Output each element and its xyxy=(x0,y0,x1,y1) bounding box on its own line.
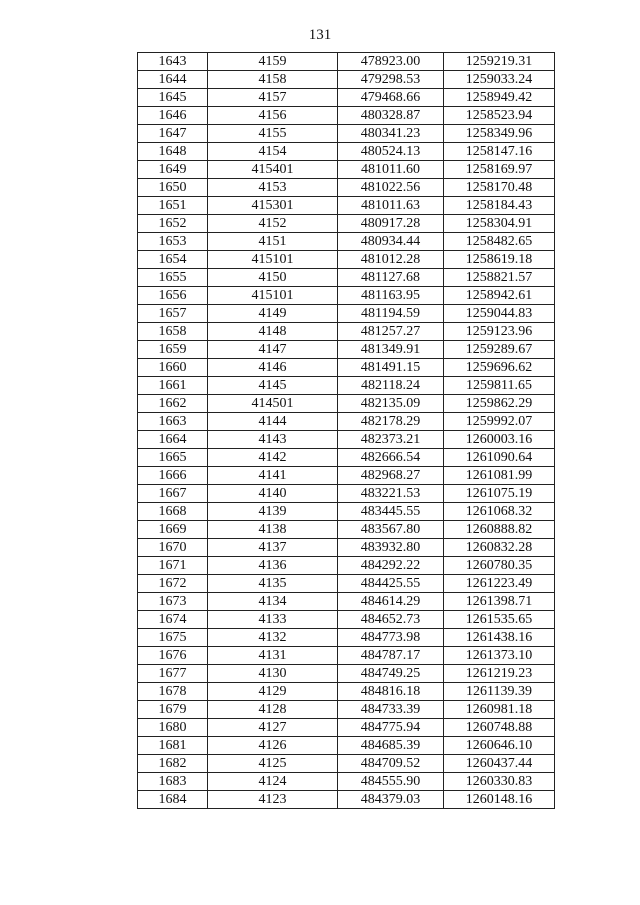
coordinates-table-body xyxy=(138,53,555,809)
row-number-cell: 1674 xyxy=(138,611,208,629)
point-id-cell: 415101 xyxy=(208,251,338,269)
point-id-cell: 415101 xyxy=(208,287,338,305)
x-coordinate-cell: 481349.91 xyxy=(338,341,444,359)
point-id-cell: 4152 xyxy=(208,215,338,233)
table-row xyxy=(138,611,555,629)
row-number-cell: 1653 xyxy=(138,233,208,251)
point-id-cell: 4131 xyxy=(208,647,338,665)
row-number-cell: 1678 xyxy=(138,683,208,701)
point-id-cell: 414501 xyxy=(208,395,338,413)
x-coordinate-cell: 484614.29 xyxy=(338,593,444,611)
row-number-cell: 1684 xyxy=(138,791,208,809)
x-coordinate-cell: 484787.17 xyxy=(338,647,444,665)
y-coordinate-cell: 1258949.42 xyxy=(444,89,555,107)
table-row xyxy=(138,359,555,377)
table-row xyxy=(138,233,555,251)
row-number-cell: 1655 xyxy=(138,269,208,287)
x-coordinate-cell: 484733.39 xyxy=(338,701,444,719)
point-id-cell: 4146 xyxy=(208,359,338,377)
point-id-cell: 4128 xyxy=(208,701,338,719)
y-coordinate-cell: 1259033.24 xyxy=(444,71,555,89)
table-row xyxy=(138,287,555,305)
x-coordinate-cell: 482666.54 xyxy=(338,449,444,467)
row-number-cell: 1651 xyxy=(138,197,208,215)
y-coordinate-cell: 1260646.10 xyxy=(444,737,555,755)
row-number-cell: 1670 xyxy=(138,539,208,557)
table-row xyxy=(138,683,555,701)
y-coordinate-cell: 1258482.65 xyxy=(444,233,555,251)
row-number-cell: 1652 xyxy=(138,215,208,233)
table-row xyxy=(138,701,555,719)
point-id-cell: 415301 xyxy=(208,197,338,215)
x-coordinate-cell: 482118.24 xyxy=(338,377,444,395)
y-coordinate-cell: 1258821.57 xyxy=(444,269,555,287)
y-coordinate-cell: 1259811.65 xyxy=(444,377,555,395)
table-row xyxy=(138,467,555,485)
point-id-cell: 4124 xyxy=(208,773,338,791)
y-coordinate-cell: 1260437.44 xyxy=(444,755,555,773)
row-number-cell: 1662 xyxy=(138,395,208,413)
table-row xyxy=(138,665,555,683)
y-coordinate-cell: 1261535.65 xyxy=(444,611,555,629)
point-id-cell: 4150 xyxy=(208,269,338,287)
table-row xyxy=(138,125,555,143)
x-coordinate-cell: 481011.60 xyxy=(338,161,444,179)
row-number-cell: 1648 xyxy=(138,143,208,161)
x-coordinate-cell: 479468.66 xyxy=(338,89,444,107)
y-coordinate-cell: 1261139.39 xyxy=(444,683,555,701)
row-number-cell: 1675 xyxy=(138,629,208,647)
point-id-cell: 4156 xyxy=(208,107,338,125)
x-coordinate-cell: 481491.15 xyxy=(338,359,444,377)
point-id-cell: 4157 xyxy=(208,89,338,107)
point-id-cell: 4143 xyxy=(208,431,338,449)
y-coordinate-cell: 1260780.35 xyxy=(444,557,555,575)
table-row xyxy=(138,269,555,287)
table-row xyxy=(138,593,555,611)
x-coordinate-cell: 481127.68 xyxy=(338,269,444,287)
table-row xyxy=(138,89,555,107)
y-coordinate-cell: 1261219.23 xyxy=(444,665,555,683)
row-number-cell: 1647 xyxy=(138,125,208,143)
x-coordinate-cell: 484685.39 xyxy=(338,737,444,755)
x-coordinate-cell: 481163.95 xyxy=(338,287,444,305)
point-id-cell: 4149 xyxy=(208,305,338,323)
x-coordinate-cell: 480524.13 xyxy=(338,143,444,161)
point-id-cell: 4132 xyxy=(208,629,338,647)
row-number-cell: 1656 xyxy=(138,287,208,305)
x-coordinate-cell: 484775.94 xyxy=(338,719,444,737)
y-coordinate-cell: 1258619.18 xyxy=(444,251,555,269)
table-row xyxy=(138,215,555,233)
table-row xyxy=(138,305,555,323)
row-number-cell: 1658 xyxy=(138,323,208,341)
table-row xyxy=(138,323,555,341)
x-coordinate-cell: 484379.03 xyxy=(338,791,444,809)
y-coordinate-cell: 1259044.83 xyxy=(444,305,555,323)
x-coordinate-cell: 484709.52 xyxy=(338,755,444,773)
x-coordinate-cell: 482135.09 xyxy=(338,395,444,413)
y-coordinate-cell: 1258523.94 xyxy=(444,107,555,125)
y-coordinate-cell: 1261081.99 xyxy=(444,467,555,485)
x-coordinate-cell: 481194.59 xyxy=(338,305,444,323)
table-row xyxy=(138,557,555,575)
table-row xyxy=(138,53,555,71)
point-id-cell: 4144 xyxy=(208,413,338,431)
point-id-cell: 4154 xyxy=(208,143,338,161)
table-row xyxy=(138,161,555,179)
y-coordinate-cell: 1259992.07 xyxy=(444,413,555,431)
row-number-cell: 1657 xyxy=(138,305,208,323)
row-number-cell: 1664 xyxy=(138,431,208,449)
y-coordinate-cell: 1259862.29 xyxy=(444,395,555,413)
point-id-cell: 4159 xyxy=(208,53,338,71)
x-coordinate-cell: 483445.55 xyxy=(338,503,444,521)
table-row xyxy=(138,413,555,431)
x-coordinate-cell: 479298.53 xyxy=(338,71,444,89)
row-number-cell: 1677 xyxy=(138,665,208,683)
y-coordinate-cell: 1260888.82 xyxy=(444,521,555,539)
row-number-cell: 1661 xyxy=(138,377,208,395)
y-coordinate-cell: 1259696.62 xyxy=(444,359,555,377)
table-row xyxy=(138,647,555,665)
row-number-cell: 1654 xyxy=(138,251,208,269)
row-number-cell: 1682 xyxy=(138,755,208,773)
x-coordinate-cell: 484425.55 xyxy=(338,575,444,593)
point-id-cell: 4134 xyxy=(208,593,338,611)
row-number-cell: 1680 xyxy=(138,719,208,737)
x-coordinate-cell: 482178.29 xyxy=(338,413,444,431)
point-id-cell: 4147 xyxy=(208,341,338,359)
x-coordinate-cell: 480328.87 xyxy=(338,107,444,125)
point-id-cell: 4151 xyxy=(208,233,338,251)
table-row xyxy=(138,449,555,467)
row-number-cell: 1672 xyxy=(138,575,208,593)
table-row xyxy=(138,197,555,215)
y-coordinate-cell: 1258170.48 xyxy=(444,179,555,197)
y-coordinate-cell: 1261438.16 xyxy=(444,629,555,647)
point-id-cell: 4136 xyxy=(208,557,338,575)
row-number-cell: 1644 xyxy=(138,71,208,89)
x-coordinate-cell: 482968.27 xyxy=(338,467,444,485)
table-row xyxy=(138,179,555,197)
row-number-cell: 1643 xyxy=(138,53,208,71)
point-id-cell: 4155 xyxy=(208,125,338,143)
y-coordinate-cell: 1259289.67 xyxy=(444,341,555,359)
row-number-cell: 1671 xyxy=(138,557,208,575)
table-row xyxy=(138,521,555,539)
row-number-cell: 1646 xyxy=(138,107,208,125)
table-row xyxy=(138,71,555,89)
row-number-cell: 1673 xyxy=(138,593,208,611)
y-coordinate-cell: 1261075.19 xyxy=(444,485,555,503)
table-row xyxy=(138,251,555,269)
point-id-cell: 4127 xyxy=(208,719,338,737)
y-coordinate-cell: 1261373.10 xyxy=(444,647,555,665)
table-row xyxy=(138,485,555,503)
y-coordinate-cell: 1258942.61 xyxy=(444,287,555,305)
table-row xyxy=(138,719,555,737)
point-id-cell: 4137 xyxy=(208,539,338,557)
row-number-cell: 1679 xyxy=(138,701,208,719)
point-id-cell: 4123 xyxy=(208,791,338,809)
y-coordinate-cell: 1259123.96 xyxy=(444,323,555,341)
row-number-cell: 1660 xyxy=(138,359,208,377)
y-coordinate-cell: 1261090.64 xyxy=(444,449,555,467)
x-coordinate-cell: 481012.28 xyxy=(338,251,444,269)
y-coordinate-cell: 1260832.28 xyxy=(444,539,555,557)
x-coordinate-cell: 478923.00 xyxy=(338,53,444,71)
y-coordinate-cell: 1261398.71 xyxy=(444,593,555,611)
y-coordinate-cell: 1258184.43 xyxy=(444,197,555,215)
table-row xyxy=(138,773,555,791)
point-id-cell: 4153 xyxy=(208,179,338,197)
x-coordinate-cell: 484292.22 xyxy=(338,557,444,575)
row-number-cell: 1665 xyxy=(138,449,208,467)
y-coordinate-cell: 1260148.16 xyxy=(444,791,555,809)
x-coordinate-cell: 483567.80 xyxy=(338,521,444,539)
point-id-cell: 415401 xyxy=(208,161,338,179)
point-id-cell: 4145 xyxy=(208,377,338,395)
table-row xyxy=(138,431,555,449)
y-coordinate-cell: 1259219.31 xyxy=(444,53,555,71)
y-coordinate-cell: 1260330.83 xyxy=(444,773,555,791)
row-number-cell: 1666 xyxy=(138,467,208,485)
x-coordinate-cell: 484749.25 xyxy=(338,665,444,683)
table-row xyxy=(138,575,555,593)
row-number-cell: 1667 xyxy=(138,485,208,503)
y-coordinate-cell: 1261223.49 xyxy=(444,575,555,593)
point-id-cell: 4125 xyxy=(208,755,338,773)
table-row xyxy=(138,395,555,413)
point-id-cell: 4158 xyxy=(208,71,338,89)
point-id-cell: 4140 xyxy=(208,485,338,503)
x-coordinate-cell: 480917.28 xyxy=(338,215,444,233)
point-id-cell: 4133 xyxy=(208,611,338,629)
point-id-cell: 4130 xyxy=(208,665,338,683)
x-coordinate-cell: 481022.56 xyxy=(338,179,444,197)
page-number: 131 xyxy=(308,27,332,43)
row-number-cell: 1663 xyxy=(138,413,208,431)
row-number-cell: 1683 xyxy=(138,773,208,791)
x-coordinate-cell: 483932.80 xyxy=(338,539,444,557)
x-coordinate-cell: 480341.23 xyxy=(338,125,444,143)
row-number-cell: 1668 xyxy=(138,503,208,521)
row-number-cell: 1645 xyxy=(138,89,208,107)
x-coordinate-cell: 484652.73 xyxy=(338,611,444,629)
y-coordinate-cell: 1260003.16 xyxy=(444,431,555,449)
x-coordinate-cell: 484773.98 xyxy=(338,629,444,647)
coordinates-table xyxy=(137,52,555,809)
y-coordinate-cell: 1260981.18 xyxy=(444,701,555,719)
point-id-cell: 4148 xyxy=(208,323,338,341)
x-coordinate-cell: 481257.27 xyxy=(338,323,444,341)
table-row xyxy=(138,341,555,359)
x-coordinate-cell: 484555.90 xyxy=(338,773,444,791)
table-row xyxy=(138,107,555,125)
y-coordinate-cell: 1260748.88 xyxy=(444,719,555,737)
row-number-cell: 1669 xyxy=(138,521,208,539)
y-coordinate-cell: 1258349.96 xyxy=(444,125,555,143)
table-row xyxy=(138,629,555,647)
point-id-cell: 4126 xyxy=(208,737,338,755)
point-id-cell: 4135 xyxy=(208,575,338,593)
row-number-cell: 1681 xyxy=(138,737,208,755)
x-coordinate-cell: 481011.63 xyxy=(338,197,444,215)
table-row xyxy=(138,143,555,161)
point-id-cell: 4142 xyxy=(208,449,338,467)
table-row xyxy=(138,377,555,395)
y-coordinate-cell: 1261068.32 xyxy=(444,503,555,521)
table-row xyxy=(138,737,555,755)
table-row xyxy=(138,755,555,773)
row-number-cell: 1650 xyxy=(138,179,208,197)
table-row xyxy=(138,503,555,521)
table-row xyxy=(138,791,555,809)
y-coordinate-cell: 1258304.91 xyxy=(444,215,555,233)
y-coordinate-cell: 1258147.16 xyxy=(444,143,555,161)
row-number-cell: 1676 xyxy=(138,647,208,665)
x-coordinate-cell: 484816.18 xyxy=(338,683,444,701)
row-number-cell: 1649 xyxy=(138,161,208,179)
table-row xyxy=(138,539,555,557)
point-id-cell: 4141 xyxy=(208,467,338,485)
row-number-cell: 1659 xyxy=(138,341,208,359)
point-id-cell: 4139 xyxy=(208,503,338,521)
x-coordinate-cell: 482373.21 xyxy=(338,431,444,449)
y-coordinate-cell: 1258169.97 xyxy=(444,161,555,179)
point-id-cell: 4138 xyxy=(208,521,338,539)
x-coordinate-cell: 480934.44 xyxy=(338,233,444,251)
x-coordinate-cell: 483221.53 xyxy=(338,485,444,503)
point-id-cell: 4129 xyxy=(208,683,338,701)
